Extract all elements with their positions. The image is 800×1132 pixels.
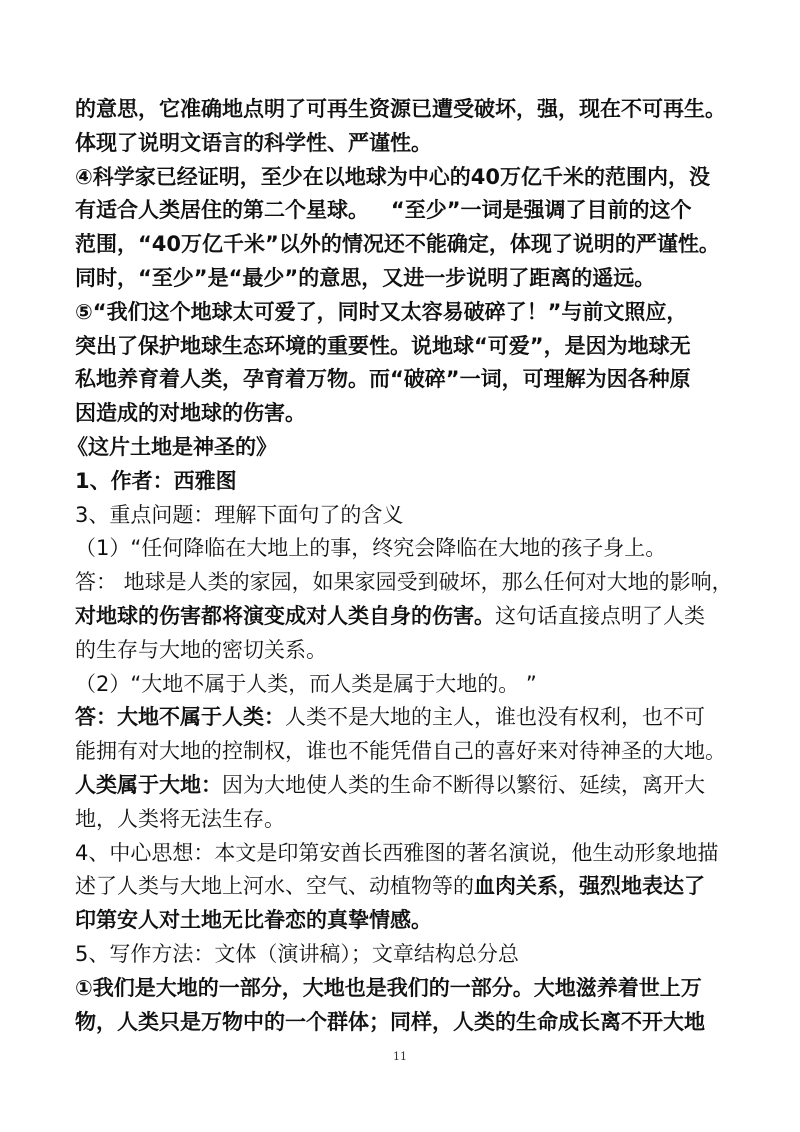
bold-text-segment: 有适合人类居住的第二个星球。 “至少”一词是强调了目前的这个 — [75, 198, 692, 223]
text-line — [75, 735, 755, 769]
text-segment: 述了人类与大地上河水、空气、动植物等的 — [75, 874, 474, 899]
bold-text-segment: 物，人类只是万物中的一个群体；同样，人类的生命成长离不开大地 — [75, 1009, 705, 1034]
text-line — [75, 330, 755, 364]
text-segment: 的生存与大地的密切关系。 — [75, 637, 327, 662]
text-segment: 这句话直接点明了人类 — [495, 603, 705, 628]
text-line — [75, 93, 755, 127]
text-segment: 5、写作方法：文体（演讲稿）；文章结构总分总 — [75, 941, 519, 966]
bold-text-segment: 范围，“40万亿千米”以外的情况还不能确定，体现了说明的严谨性。 — [75, 232, 720, 257]
bold-text-segment: 的意思，它准确地点明了可再生资源已遭受破坏，强，现在不可再生。 — [75, 97, 726, 121]
bold-text-segment: 因造成的对地球的伤害。 — [75, 401, 306, 426]
bold-text-segment: 印第安人对土地无比眷恋的真挚情感。 — [75, 908, 432, 933]
bold-text-segment: 答：大地不属于人类： — [75, 705, 285, 730]
text-line — [75, 904, 755, 938]
text-line — [75, 566, 755, 600]
text-segment: 地，人类将无法生存。 — [75, 806, 285, 831]
text-line — [75, 363, 755, 397]
text-line — [75, 634, 755, 668]
text-segment: （1）“任何降临在大地上的事，终究会降临在大地的孩子身上。 — [75, 536, 667, 561]
bold-text-segment: ④科学家已经证明，至少在以地球为中心的40万亿千米的范围内，没 — [75, 164, 711, 189]
text-segment: 答： 地球是人类的家园，如果家园受到破坏，那么任何对大地的影响， — [75, 570, 733, 595]
text-line — [75, 1006, 755, 1040]
text-line — [75, 668, 755, 702]
bold-text-segment: 人类属于大地： — [75, 772, 222, 797]
text-line — [75, 194, 755, 228]
text-line — [75, 499, 755, 533]
text-segment: 3、重点问题：理解下面句了的含义 — [75, 502, 404, 527]
page-number: 11 — [393, 1050, 407, 1063]
bold-text-segment: 突出了保护地球生态环境的重要性。说地球“可爱”，是因为地球无 — [75, 333, 691, 358]
bold-text-segment: 同时，“至少”是“最少”的意思，又进一步说明了距离的遥远。 — [75, 265, 656, 290]
text-line — [75, 296, 755, 330]
text-line — [75, 397, 755, 431]
text-segment: 因为大地使人类的生命不断得以繁衍、延续，离开大 — [222, 772, 705, 797]
text-line — [75, 127, 755, 161]
section-title-line — [67, 431, 755, 465]
bold-text-segment: 对地球的伤害都将演变成对人类自身的伤害。 — [75, 603, 495, 628]
bold-text-segment: 体现了说明文语言的科学性、严谨性。 — [75, 130, 432, 155]
text-line — [75, 228, 755, 262]
bold-text-segment: ⑤“我们这个地球太可爱了，同时又太容易破碎了！”与前文照应， — [75, 299, 688, 324]
document-body — [67, 93, 755, 1039]
text-segment: 人类不是大地的主人，谁也没有权利，也不可 — [285, 705, 705, 730]
text-line — [75, 803, 755, 837]
bold-text-segment: 血肉关系，强烈地表达了 — [474, 874, 705, 899]
text-line — [75, 701, 755, 735]
text-segment: 4、中心思想：本文是印第安酋长西雅图的著名演说，他生动形象地描 — [75, 840, 719, 865]
author-line: 1、作者：西雅图 — [75, 468, 237, 493]
text-line — [75, 870, 755, 904]
text-line — [75, 262, 755, 296]
bold-text-segment: ①我们是大地的一部分，大地也是我们的一部分。大地滋养着世上万 — [75, 975, 702, 1000]
text-line — [75, 837, 755, 871]
text-line — [75, 600, 755, 634]
text-line — [75, 972, 755, 1006]
text-line — [75, 938, 755, 972]
text-line — [75, 161, 755, 195]
text-line — [75, 532, 755, 566]
section-title: 《这片土地是神圣的》 — [67, 434, 277, 459]
text-line — [75, 465, 755, 499]
text-segment: （2）“大地不属于人类，而人类是属于大地的。 ” — [75, 671, 537, 696]
text-line — [75, 769, 755, 803]
bold-text-segment: 私地养育着人类，孕育着万物。而“破碎”一词，可理解为因各种原 — [75, 367, 691, 392]
text-segment: 能拥有对大地的控制权，谁也不能凭借自己的喜好来对待神圣的大地。 — [75, 739, 726, 764]
